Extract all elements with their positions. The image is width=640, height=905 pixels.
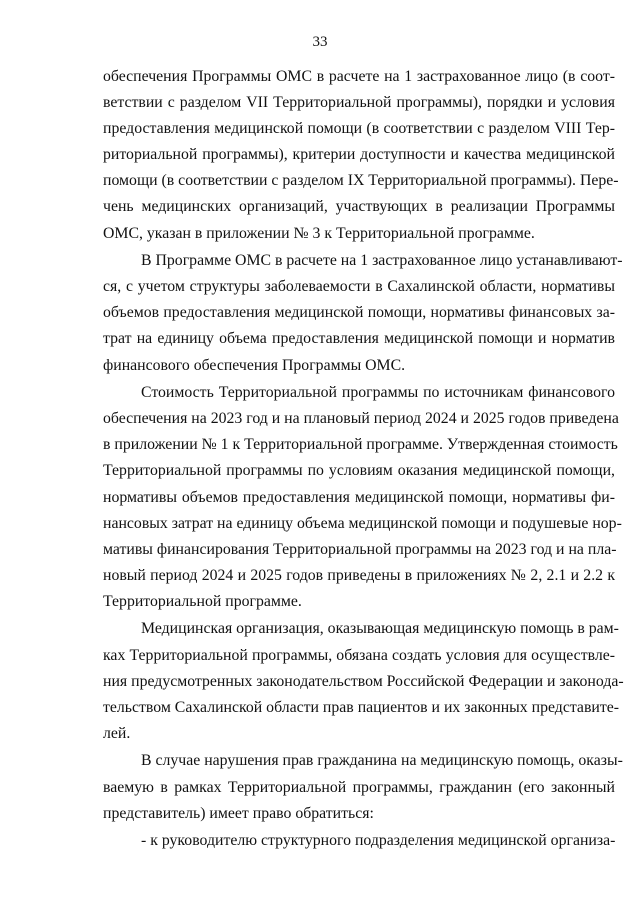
text-line: мативы финансирования Территориальной программы на 2023 год и на пла- [103,540,617,558]
paragraph-5 [103,748,623,826]
text-line: В случае нарушения прав гражданина на медицинскую помощь, оказы- [141,752,623,770]
text-line: Стоимость Территориальной программы по источникам финансового [141,384,615,402]
paragraph-3 [103,380,622,615]
text-line: В Программе ОМС в расчете на 1 застрахованное лицо устанавливают- [141,252,623,270]
text-line: обеспечения на 2023 год и на плановый период 2024 и 2025 годов приведена [103,410,619,428]
text-line: ваемую в рамках Территориальной программы, гражданин (его законный [103,778,615,796]
text-line: ния предусмотренных законодательством Российской Федерации и законода- [103,672,624,690]
text-line: ся, с учетом структуры заболеваемости в Сахалинской области, нормативы [103,278,615,296]
text-line: ветствии с разделом VII Территориальной программы), порядки и условия [103,94,615,112]
text-line: лей. [103,724,131,742]
text-line: представитель) имеет право обратиться: [103,804,374,822]
text-line: ках Территориальной программы, обязана создать условия для осуществле- [103,646,615,664]
text-line: Территориальной программы по условиям оказания медицинской помощи, [103,462,615,480]
text-line: Медицинская организация, оказывающая медицинскую помощь в рам- [141,620,619,638]
text-line: чень медицинских организаций, участвующих в реализации Программы [103,198,615,216]
text-line: риториальной программы), критерии доступности и качества медицинской [103,146,615,164]
text-line: обеспечения Программы ОМС в расчете на 1 застрахованное лицо (в соот- [103,68,615,85]
text-line: Территориальной программе. [103,592,302,610]
paragraph-1 [103,64,619,247]
text-line: нансовых затрат на единицу объема медицинской помощи и подушевые нор- [103,514,622,532]
text-line: объемов предоставления медицинской помощи, нормативы финансовых за- [103,304,615,322]
page-number: 33 [312,34,328,50]
text-line: новый период 2024 и 2025 годов приведены в приложениях № 2, 2.1 и 2.2 к [103,566,615,584]
text-line: тельством Сахалинской области прав пациентов и их законных представите- [103,698,620,716]
paragraph-6 [103,828,615,854]
text-line: помощи (в соответствии с разделом IX Территориальной программы). Пере- [103,172,619,190]
text-line: предоставления медицинской помощи (в соответствии с разделом VIII Тер- [103,120,615,138]
text-line: трат на единицу объема предоставления медицинской помощи и норматив [103,330,615,348]
text-line: в приложении № 1 к Территориальной программе. Утвержденная стоимость [103,436,618,454]
text-line: финансового обеспечения Программы ОМС. [103,356,406,374]
text-line: ОМС, указан в приложении № 3 к Территориальной программе. [103,224,535,242]
paragraph-4 [103,616,624,746]
text-line: - к руководителю структурного подразделения медицинской организа- [141,832,616,850]
text-line: нормативы объемов предоставления медицинской помощи, нормативы фи- [103,488,615,506]
document-body [103,64,624,854]
paragraph-2 [103,248,623,378]
